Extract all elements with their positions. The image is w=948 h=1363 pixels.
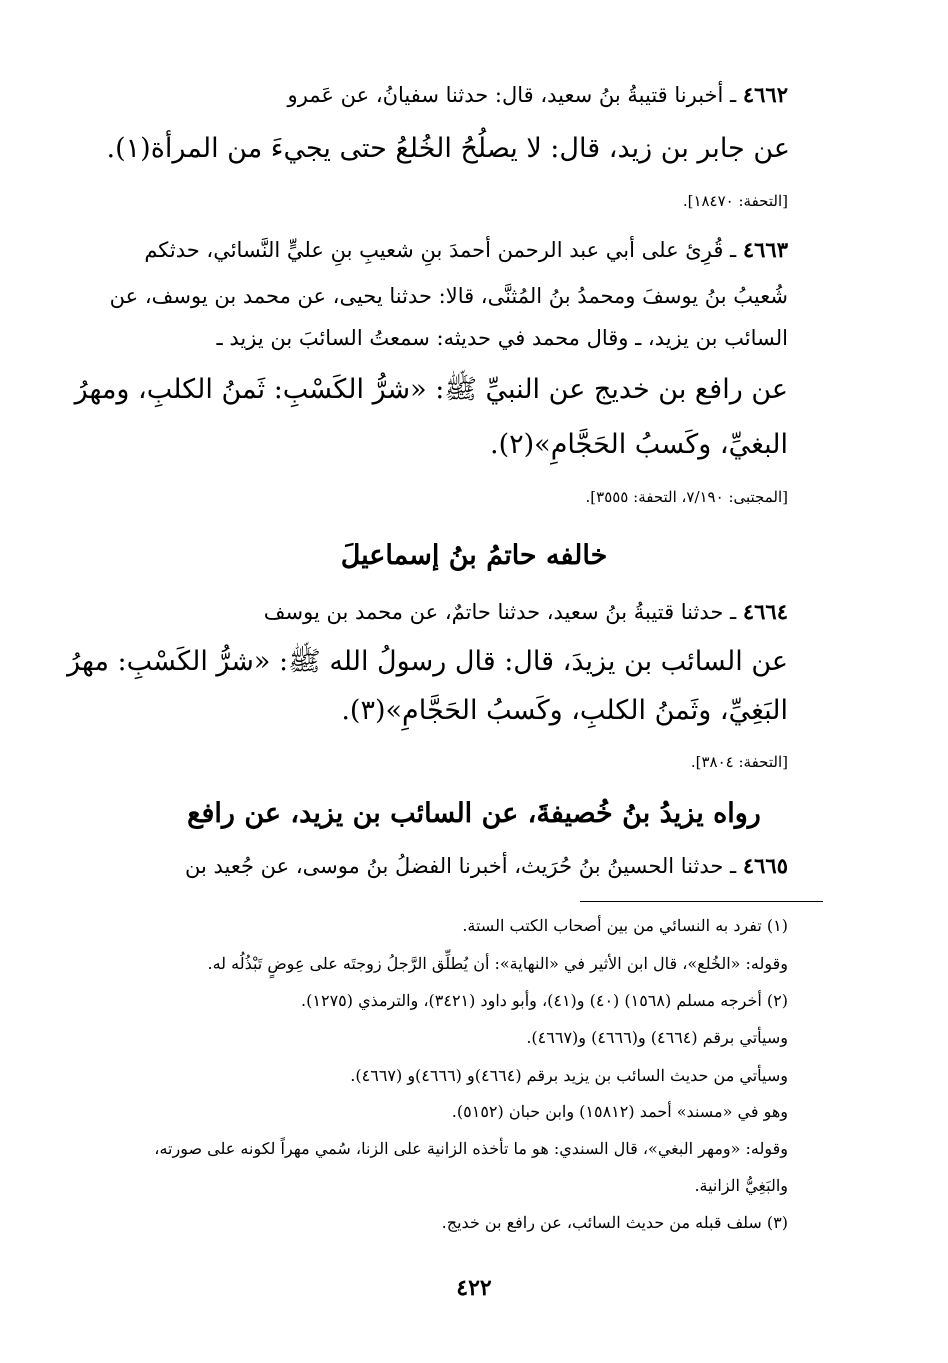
footnote-divider xyxy=(580,901,823,902)
hadith-4663-matn-1: عن رافع بن خديج عن النبيِّ ﷺ: «شرُّ الكَسْبِ: ثَمنُ الكلبِ، ومهرُ xyxy=(74,374,788,405)
footnote-line: وقوله: «الخُلع»، قال ابن الأثير في «النهاية»: أن يُطلِّق الرَّجلُ زوجتَه على عِوضٍ تَبْذُلُه له. xyxy=(207,954,788,973)
hadith-number: ٤٦٦٥ xyxy=(742,853,788,878)
hadith-4662-matn: عن جابر بن زيد، قال: لا يصلُحُ الخُلعُ حتى يجيءَ من المرأة(١). xyxy=(106,133,790,164)
hadith-4664-matn-2: البَغِيِّ، وثَمنُ الكلبِ، وكَسبُ الحَجَّامِ»(٣). xyxy=(341,695,788,726)
footnote-line: (٣) سلف قبله من حديث السائب، عن رافع بن خديج. xyxy=(441,1213,788,1232)
hadith-4662-isnad xyxy=(120,82,788,108)
isnad-text: ـ قُرِئ على أبي عبد الرحمن أحمدَ بنِ شعيبِ بنِ عليٍّ النَّسائي، حدثكم xyxy=(144,238,743,262)
footnote-line: (٢) أخرجه مسلم (١٥٦٨) (٤٠) و(٤١)، وأبو داود (٣٤٢١)، والترمذي (١٢٧٥). xyxy=(301,991,788,1010)
hadith-number: ٤٦٦٢ xyxy=(742,82,788,107)
hadith-4664-reference: [التحفة: ٣٨٠٤]. xyxy=(690,753,788,771)
footnote-line: والبَغِيُّ الزانية. xyxy=(694,1176,788,1195)
hadith-4663-isnad-1 xyxy=(120,237,788,263)
hadith-4662-reference: [التحفة: ١٨٤٧٠]. xyxy=(682,192,788,210)
isnad-text: ـ أخبرنا قتيبةُ بنُ سعيد، قال: حدثنا سفيانُ، عن عَمرو xyxy=(287,83,743,107)
footnote-line: وهو في «مسند» أحمد (١٥٨١٢) وابن حبان (٥١٥٢). xyxy=(451,1102,788,1121)
isnad-text: ـ حدثنا قتيبةُ بنُ سعيد، حدثنا حاتمٌ، عن محمد بن يوسف xyxy=(263,600,743,624)
footnote-line: وقوله: «ومهر البغي»، قال السندي: هو ما تأخذه الزانية على الزنا، سُمي مهراً لكونه على صورته، xyxy=(154,1139,788,1158)
isnad-text: ـ حدثنا الحسينُ بنُ حُرَيث، أخبرنا الفضلُ بنُ موسى، عن جُعيد بن xyxy=(184,854,743,878)
hadith-4663-isnad-3: السائب بن يزيد، ـ وقال محمد في حديثه: سمعتُ السائبَ بن يزيد ـ xyxy=(216,326,788,350)
footnote-line: (١) تفرد به النسائي من بين أصحاب الكتب الستة. xyxy=(462,916,788,935)
hadith-4664-matn-1: عن السائب بن يزيدَ، قال: قال رسولُ الله ﷺ: «شرُّ الكَسْبِ: مهرُ xyxy=(67,646,788,677)
hadith-4663-isnad-2: شُعيبُ بنُ يوسفَ ومحمدُ بنُ المُثنَّى، قالا: حدثنا يحيى، عن محمد بن يوسف، عن xyxy=(109,284,788,308)
footnote-line: وسيأتي برقم (٤٦٦٤) و(٤٦٦٦) و(٤٦٦٧). xyxy=(526,1028,788,1047)
page-number: ٤٢٢ xyxy=(456,1275,492,1301)
hadith-number: ٤٦٦٣ xyxy=(742,237,788,262)
chapter-heading: رواه يزيدُ بنُ خُصيفةَ، عن السائب بن يزيد، عن رافع xyxy=(187,798,761,829)
chapter-heading: خالفه حاتمُ بنُ إسماعيلَ xyxy=(340,540,608,571)
hadith-4664-isnad xyxy=(120,599,788,625)
hadith-4665-isnad xyxy=(120,853,788,879)
hadith-4663-reference: [المجتبى: ٧/١٩٠، التحفة: ٣٥٥٥]. xyxy=(585,488,788,506)
hadith-number: ٤٦٦٤ xyxy=(742,599,788,624)
footnote-line: وسيأتي من حديث السائب بن يزيد برقم (٤٦٦٤)و (٤٦٦٦)و (٤٦٦٧). xyxy=(350,1066,788,1085)
hadith-4663-matn-2: البغيِّ، وكَسبُ الحَجَّامِ»(٢). xyxy=(490,429,788,460)
